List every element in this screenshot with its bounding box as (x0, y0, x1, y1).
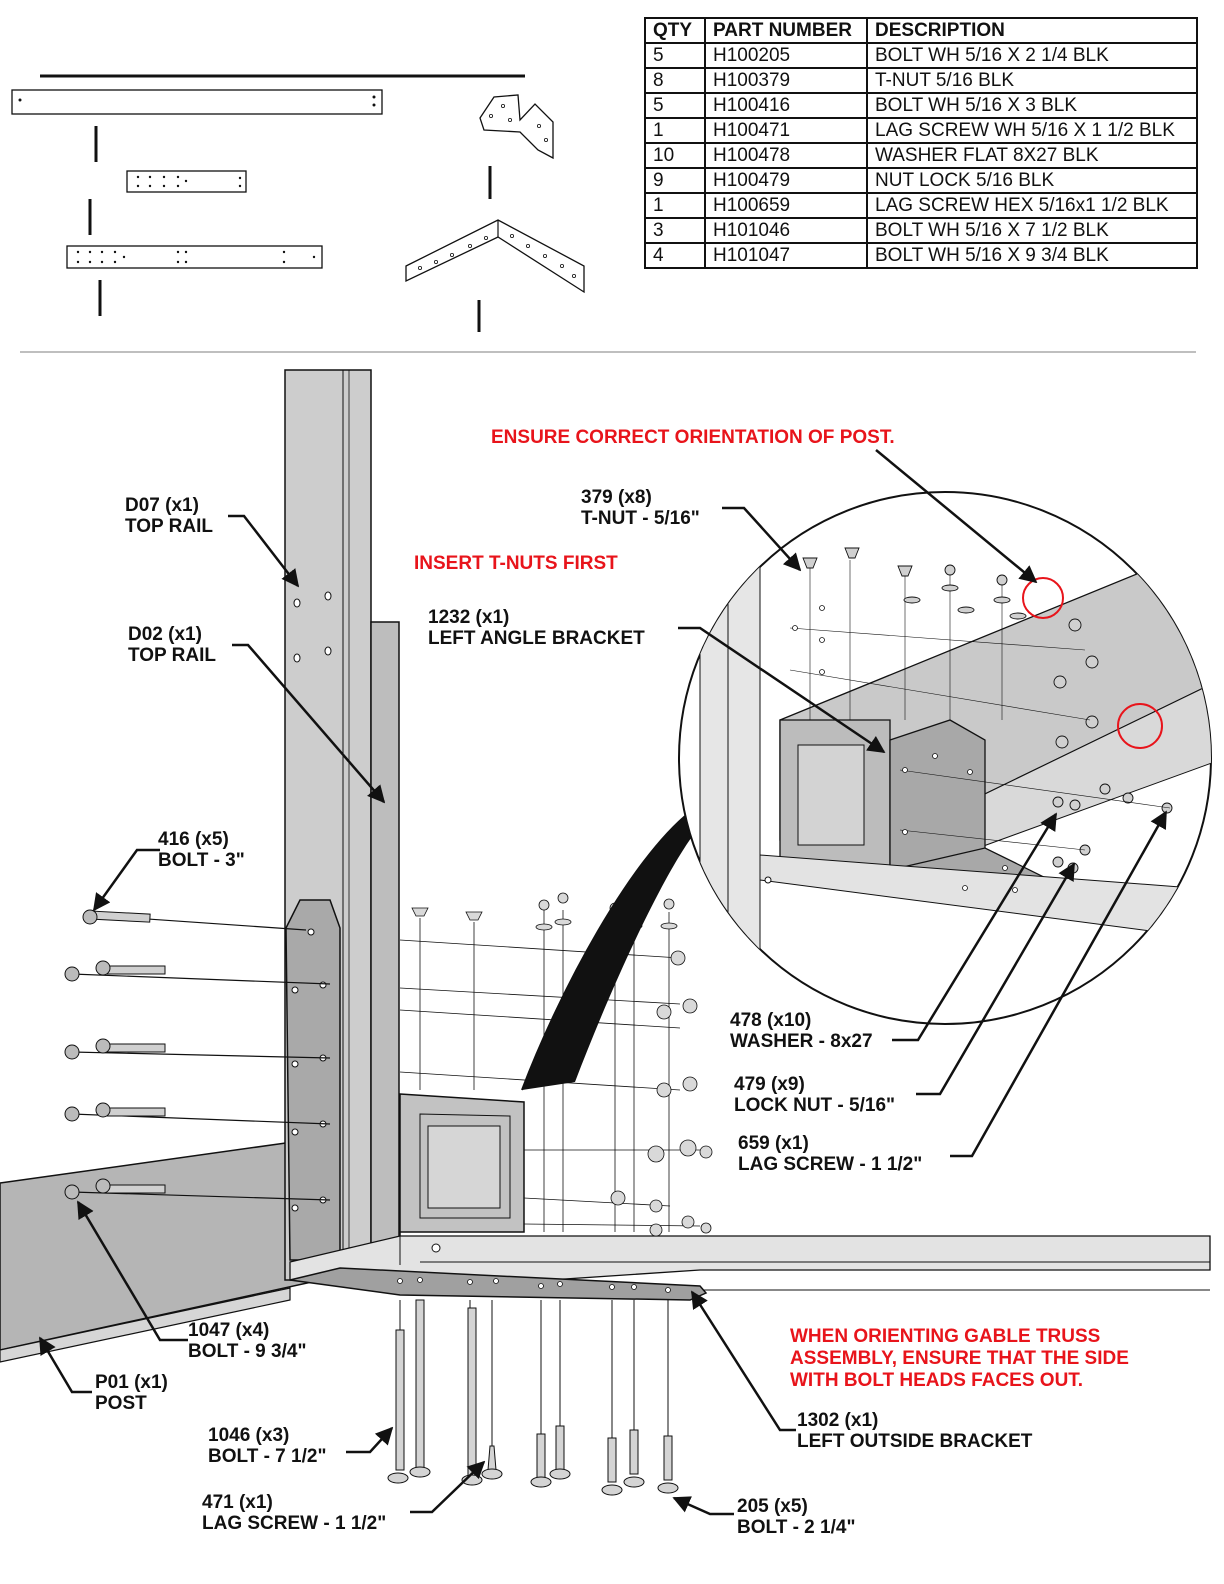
header-part-number: PART NUMBER (705, 18, 867, 43)
part-number-cell: H101046 (705, 218, 867, 243)
callout-id: 1232 (x1) (428, 607, 510, 628)
callout-id: P01 (x1) (95, 1372, 168, 1393)
callout-1232 (428, 607, 645, 649)
header-description: DESCRIPTION (867, 18, 1197, 43)
note-orientation: ENSURE CORRECT ORIENTATION OF POST. (491, 427, 895, 448)
note-tnuts: INSERT T-NUTS FIRST (414, 553, 618, 574)
callout-205 (737, 1496, 855, 1538)
callout-id: 416 (x5) (158, 829, 229, 850)
qty-cell: 5 (645, 43, 705, 68)
callout-name: LEFT OUTSIDE BRACKET (797, 1431, 1033, 1452)
callout-name: BOLT - 7 1/2" (208, 1446, 327, 1467)
callout-471 (202, 1492, 386, 1534)
description-cell: LAG SCREW HEX 5/16x1 1/2 BLK (867, 193, 1197, 218)
callout-name: BOLT - 9 3/4" (188, 1341, 307, 1362)
callout-name: LOCK NUT - 5/16" (734, 1095, 896, 1116)
callout-name: LAG SCREW - 1 1/2" (202, 1513, 387, 1534)
callout-id: 479 (x9) (734, 1074, 805, 1095)
qty-cell: 4 (645, 243, 705, 268)
callout-1046 (208, 1425, 326, 1467)
note-gable-line: WHEN ORIENTING GABLE TRUSS (790, 1326, 1101, 1347)
callout-id: 1047 (x4) (188, 1320, 270, 1341)
bottom-bolts (388, 1300, 678, 1495)
note-gable-line: WITH BOLT HEADS FACES OUT. (790, 1370, 1084, 1391)
part-number-cell: H100416 (705, 93, 867, 118)
callout-id: 205 (x5) (737, 1496, 808, 1517)
angle-bracket-part (480, 95, 553, 158)
callout-name: POST (95, 1393, 147, 1414)
qty-cell: 8 (645, 68, 705, 93)
top-rail-d02 (371, 622, 399, 1262)
outside-bracket-part (406, 220, 584, 292)
header-qty: QTY (645, 18, 705, 43)
part-number-cell: H100471 (705, 118, 867, 143)
qty-cell: 5 (645, 93, 705, 118)
callout-id: D02 (x1) (128, 624, 202, 645)
description-cell: BOLT WH 5/16 X 7 1/2 BLK (867, 218, 1197, 243)
callout-id: 1046 (x3) (208, 1425, 290, 1446)
callout-id: 1302 (x1) (797, 1410, 879, 1431)
description-cell: BOLT WH 5/16 X 2 1/4 BLK (867, 43, 1197, 68)
part-number-cell: H101047 (705, 243, 867, 268)
callout-1047 (188, 1320, 306, 1362)
description-cell: BOLT WH 5/16 X 3 BLK (867, 93, 1197, 118)
callout-name: BOLT - 2 1/4" (737, 1517, 856, 1538)
description-cell: BOLT WH 5/16 X 9 3/4 BLK (867, 243, 1197, 268)
description-cell: NUT LOCK 5/16 BLK (867, 168, 1197, 193)
qty-cell: 1 (645, 118, 705, 143)
callout-name: LAG SCREW - 1 1/2" (738, 1154, 923, 1175)
callout-name: WASHER - 8x27 (730, 1031, 873, 1052)
callout-d07 (125, 495, 213, 537)
detail-magnifier (522, 492, 1220, 1090)
callout-id: 478 (x10) (730, 1010, 812, 1031)
description-cell: T-NUT 5/16 BLK (867, 68, 1197, 93)
part-number-cell: H100659 (705, 193, 867, 218)
callout-name: T-NUT - 5/16" (581, 508, 700, 529)
callout-p01 (95, 1372, 168, 1414)
parts-overview (12, 76, 584, 332)
part-number-cell: H100205 (705, 43, 867, 68)
long-plate-part (67, 246, 322, 268)
callout-id: 659 (x1) (738, 1133, 809, 1154)
top-rail-part (12, 90, 382, 114)
callout-id: 471 (x1) (202, 1492, 273, 1513)
callout-name: LEFT ANGLE BRACKET (428, 628, 645, 649)
qty-cell: 9 (645, 168, 705, 193)
part-number-cell: H100479 (705, 168, 867, 193)
callout-659 (738, 1133, 922, 1175)
callout-id: 379 (x8) (581, 487, 652, 508)
note-gable-line: ASSEMBLY, ENSURE THAT THE SIDE (790, 1348, 1129, 1369)
description-cell: LAG SCREW WH 5/16 X 1 1/2 BLK (867, 118, 1197, 143)
callout-name: TOP RAIL (125, 516, 213, 537)
callout-478 (730, 1010, 873, 1052)
part-number-cell: H100478 (705, 143, 867, 168)
qty-cell: 3 (645, 218, 705, 243)
description-cell: WASHER FLAT 8X27 BLK (867, 143, 1197, 168)
qty-cell: 1 (645, 193, 705, 218)
callout-name: TOP RAIL (128, 645, 216, 666)
callout-id: D07 (x1) (125, 495, 199, 516)
note-gable (790, 1326, 1129, 1392)
callout-name: BOLT - 3" (158, 850, 245, 871)
callout-d02 (128, 624, 216, 666)
callout-479 (734, 1074, 895, 1116)
qty-cell: 10 (645, 143, 705, 168)
part-number-cell: H100379 (705, 68, 867, 93)
callout-1302 (797, 1410, 1032, 1452)
callout-379 (581, 487, 700, 529)
callout-416 (158, 829, 245, 871)
